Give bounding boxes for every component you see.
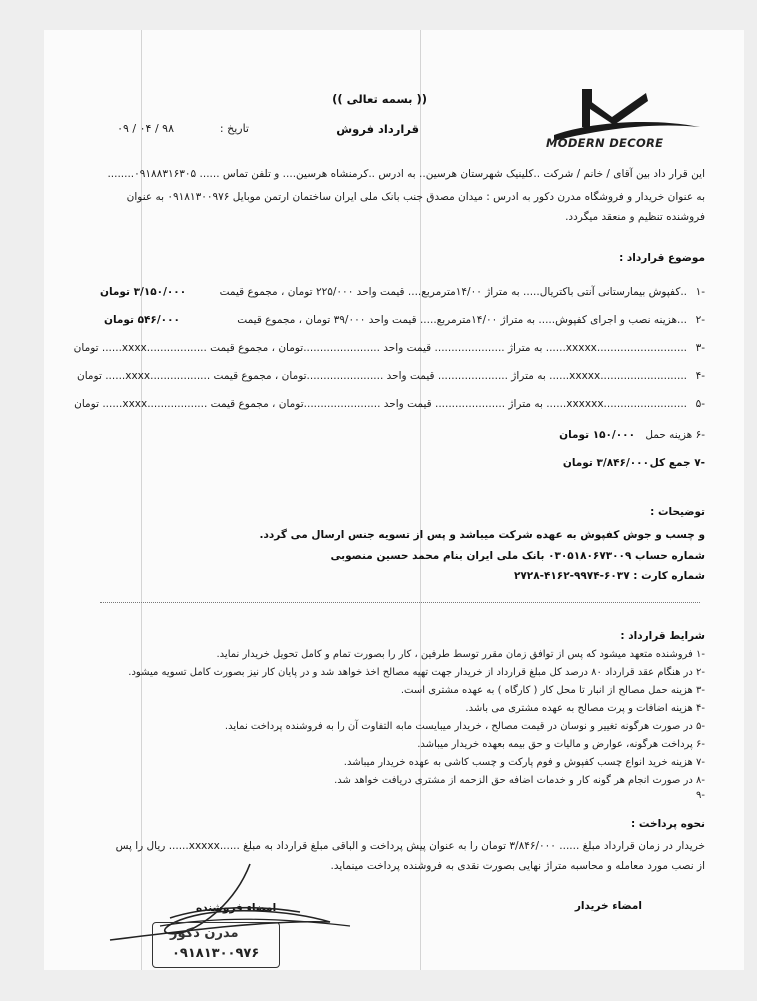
condition-item: -۴ هزینه اضافات و پرت مصالح به عهده مشتری می باشد. [465, 703, 705, 714]
payment-line: از نصب مورد معامله و محاسبه متراژ نهایی بصورت نقدی به فروشنده پرداخت مینماید. [330, 860, 705, 872]
total-label: -۷ جمع کل [649, 457, 705, 469]
condition-item: -۹ [696, 790, 705, 801]
condition-item: -۶ پرداخت هرگونه، عوارض و مالیات و حق بیمه بعهده خریدار میباشد. [417, 739, 705, 750]
condition-item: -۳ هزینه حمل مصالح از انبار تا محل کار ( کارگاه ) به عهده مشتری است. [400, 685, 705, 696]
subject-heading: موضوع قرارداد : [619, 252, 705, 264]
logo-text: MODERN DECORE [546, 136, 664, 150]
subject-item-text: ...........................xxxxx...... به متراژ ..................... قیمت واحد .......................تومان ، مجموع قیمت ..................xxxx...... تومان [73, 342, 687, 354]
date-label: تاریخ : [219, 122, 249, 135]
subject-item-total: ۳/۱۵۰/۰۰۰ تومان [100, 286, 187, 298]
total-value: ۳/۸۴۶/۰۰۰ تومان [562, 457, 649, 469]
subject-item-text: .........................xxxxxx...... به متراژ ..................... قیمت واحد .......................تومان ، مجموع قیمت ..................xxxx...... تومان [74, 398, 687, 410]
payment-heading: نحوه پرداخت : [631, 818, 705, 830]
subject-item-total: ۵۴۶/۰۰۰ تومان [104, 314, 180, 326]
condition-item: -۸ در صورت انجام هر گونه کار و خدمات اضافه حق الزحمه از مشتری دریافت خواهد شد. [334, 775, 705, 786]
seller-signature-label: امضاء فروشنده [196, 902, 277, 914]
stamp-phone: ۰۹۱۸۱۳۰۰۹۷۶ [172, 946, 260, 961]
subject-item-num: -۲ [695, 314, 705, 326]
basmala: (( بسمه تعالی )) [332, 92, 427, 106]
intro-line: این قرار داد بین آقای / خانم / شرکت ..کلینیک شهرستان هرسین.. به ادرس ..کرمنشاه هرسین.... و تلفن تماس ...... ۰۹۱۸۸۳۱۶۳۰۵........ [107, 168, 705, 180]
date-value: ۹۸ / ۰۴ / ۰۹ [117, 122, 174, 135]
subject-item-num: -۴ [695, 370, 705, 382]
card-number: شماره کارت : ۶۰۳۷-۹۹۷۴-۴۱۶۲-۲۷۲۸ [513, 570, 705, 582]
notes-line: و چسب و جوش کفپوش به عهده شرکت میباشد و پس از تسویه جنس ارسال می گردد. [259, 529, 705, 541]
payment-line: خریدار در زمان قرارداد مبلغ ...... ۳/۸۴۶/۰۰۰ تومان را به عنوان پیش پرداخت و الباقی مبلغ قرارداد به مبلغ ......xxxxx...... ریال را پس [115, 840, 705, 852]
conditions-heading: شرایط قرارداد : [620, 630, 705, 642]
subject-item-num: -۳ [695, 342, 705, 354]
page-title: قرارداد فروش [336, 122, 419, 136]
shipping-value: ۱۵۰/۰۰۰ تومان [559, 429, 635, 441]
shipping-label: -۶ هزینه حمل [645, 429, 705, 441]
subject-item-text: ..کفپوش بیمارستانی آنتی باکتریال..... به متراژ ۱۴/۰۰مترمربع.... قیمت واحد ۲۲۵/۰۰۰ تومان ، مجموع قیمت [219, 286, 687, 298]
intro-line: فروشنده تنظیم و منعقد میگردد. [565, 211, 705, 223]
bank-account: شماره حساب ۰۳۰۵۱۸۰۶۷۳۰۰۹ بانک ملی ایران بنام محمد حسین منصوبی [330, 550, 705, 562]
subject-item-num: -۱ [695, 286, 705, 298]
condition-item: -۵ در صورت هرگونه تغییر و نوسان در قیمت مصالح ، خریدار میبایست مابه التفاوت آن را به فروشنده پرداخت نماید. [224, 721, 705, 732]
condition-item: -۲ در هنگام عقد قرارداد ۸۰ درصد کل مبلغ قرارداد از خریدار جهت تهیه مصالح اخذ خواهد شد و در پایان کار نیز بصورت کامل تسویه میشود. [128, 667, 705, 678]
notes-heading: توضیحات : [650, 506, 705, 518]
subject-item-text: ...هزینه نصب و اجرای کفپوش..... به متراژ ۱۴/۰۰مترمربع..... قیمت واحد ۳۹/۰۰۰ تومان ، مجموع قیمت [237, 314, 687, 326]
subject-item-text: ..........................xxxxx...... به متراژ ..................... قیمت واحد .......................تومان ، مجموع قیمت ..................xxxx...... تومان [77, 370, 687, 382]
buyer-signature-label: امضاء خریدار [574, 900, 642, 912]
divider [100, 602, 700, 603]
stamp-name: مدرن دکور [170, 926, 239, 941]
subject-item-num: -۵ [695, 398, 705, 410]
condition-item: -۷ هزینه خرید انواع چسب کفپوش و فوم پارکت و چسب کاشی به عهده خریدار میباشد. [343, 757, 705, 768]
condition-item: -۱ فروشنده متعهد میشود که پس از توافق زمان مقرر توسط طرفین ، کار را بصورت تمام و کامل تحویل خریدار نماید. [216, 649, 705, 660]
intro-line: به عنوان خریدار و فروشگاه مدرن دکور به ادرس : میدان مصدق جنب بانک ملی ایران ساختمان ارتمن موبایل ۰۹۱۸۱۳۰۰۹۷۶ به عنوان [126, 191, 705, 203]
